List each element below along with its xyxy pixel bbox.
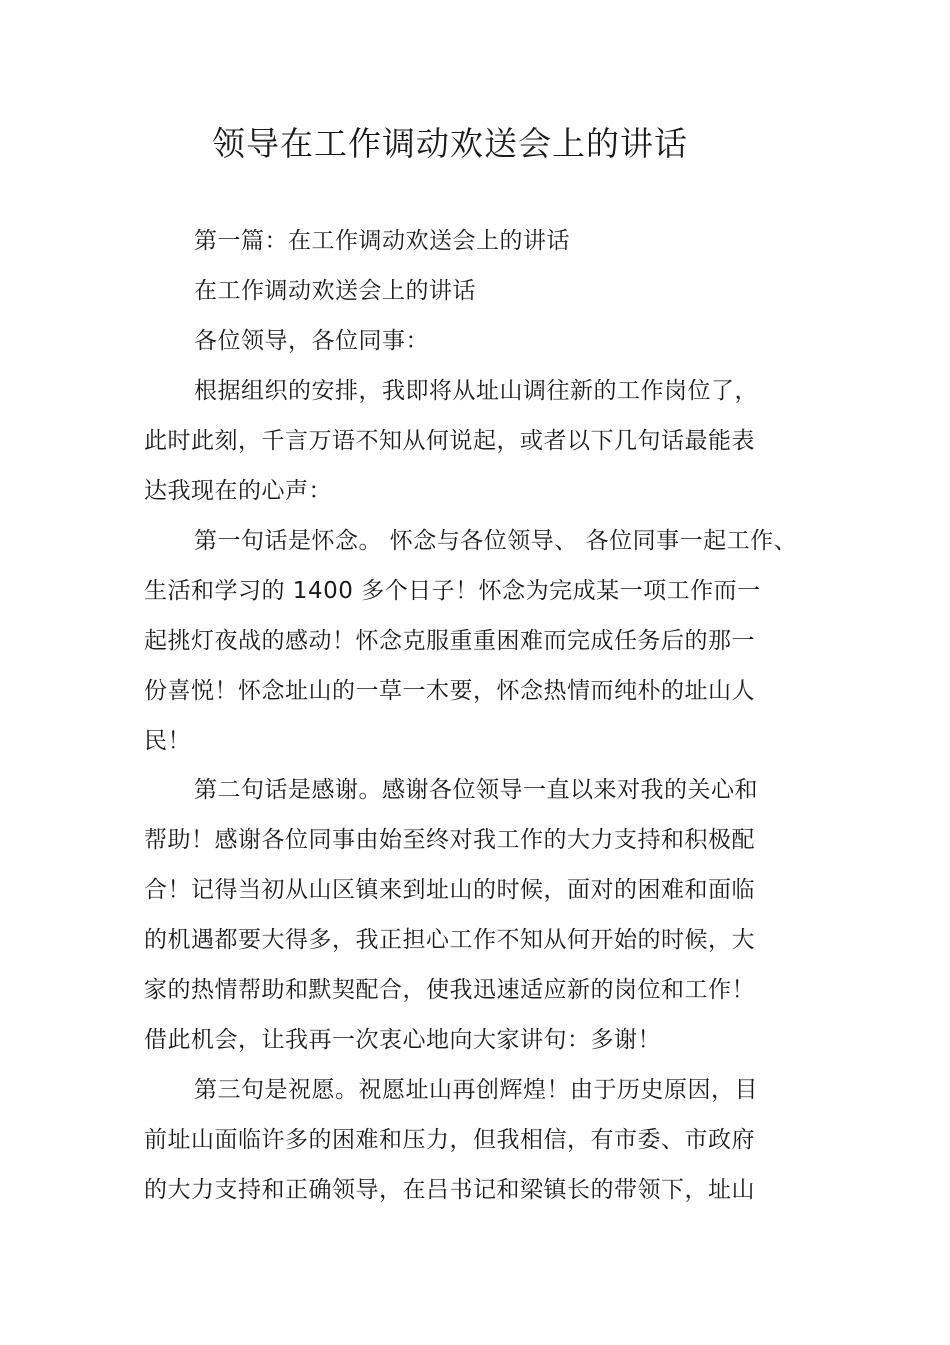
text-line: 家的热情帮助和默契配合，使我迅速适应新的岗位和工作！ [144, 977, 755, 1003]
text-line: 前址山面临许多的困难和压力，但我相信，有市委、市政府 [144, 1127, 755, 1153]
text-line: 第一句话是怀念。 怀念与各位领导、 各位同事一起工作、 [194, 528, 798, 554]
text-line: 合！记得当初从山区镇来到址山的时候，面对的困难和面临 [144, 877, 755, 903]
document-title: 领导在工作调动欢送会上的讲话 [212, 124, 688, 163]
text-line-salutation: 各位领导，各位同事： [194, 328, 429, 354]
text-line: 生活和学习的 1400 多个日子！怀念为完成某一项工作而一 [144, 578, 761, 604]
text-line: 份喜悦！怀念址山的一草一木要，怀念热情而纯朴的址山人 [144, 678, 755, 704]
text-line: 达我现在的心声： [144, 478, 332, 504]
text-line-subtitle: 在工作调动欢送会上的讲话 [194, 278, 476, 304]
text-line: 此时此刻，千言万语不知从何说起，或者以下几句话最能表 [144, 428, 755, 454]
text-line: 第三句是祝愿。祝愿址山再创辉煌！由于历史原因，目 [194, 1077, 758, 1103]
text-line: 的大力支持和正确领导，在吕书记和梁镇长的带领下，址山 [144, 1177, 755, 1203]
text-line: 起挑灯夜战的感动！怀念克服重重困难而完成任务后的那一 [144, 628, 755, 654]
text-line: 根据组织的安排，我即将从址山调往新的工作岗位了， [194, 378, 758, 404]
text-line: 的机遇都要大得多，我正担心工作不知从何开始的时候，大 [144, 927, 755, 953]
text-line: 第二句话是感谢。感谢各位领导一直以来对我的关心和 [194, 777, 758, 803]
text-line-section-heading: 第一篇：在工作调动欢送会上的讲话 [194, 228, 570, 254]
text-line: 借此机会，让我再一次衷心地向大家讲句：多谢！ [144, 1027, 661, 1053]
text-line: 帮助！感谢各位同事由始至终对我工作的大力支持和积极配 [144, 827, 755, 853]
text-line: 民！ [144, 728, 191, 754]
